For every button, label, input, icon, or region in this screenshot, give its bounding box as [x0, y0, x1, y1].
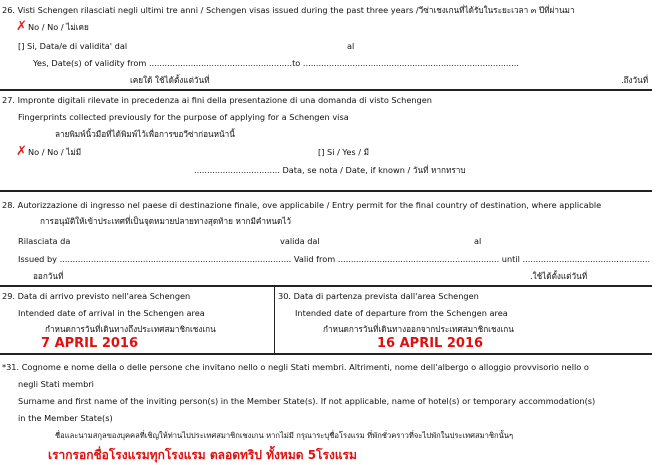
s29-subtitle: Intended date of arrival in the Schengen area	[18, 308, 205, 318]
s28-issued-line: Issued by ......................................................................................... Valid from .............................................................. until .................................................	[18, 254, 651, 264]
divider	[0, 285, 652, 287]
s27-yes-option[interactable]: [] Si / Yes / มี	[318, 147, 370, 157]
s26-yes-option[interactable]: [] Si, Data/e di validita' dal	[18, 41, 128, 51]
cross-mark-icon: ✗	[16, 19, 27, 34]
divider	[0, 353, 652, 355]
cross-mark-icon: ✗	[16, 144, 27, 159]
s28-title: 28. Autorizzazione di ingresso nel paese di destinazione finale, ove applicabile / Entry permit for the final country of destination, where applicable	[2, 200, 602, 210]
s28-thai: การอนุมัติให้เข้าประเทศที่เป็นจุดหมายปลายทางสุดท้าย หากมีคำหนดไว้	[40, 216, 292, 226]
s31-hotel-entry[interactable]: เรากรอกชื่อโรงแรมทุกโรงแรม ตลอดทริป ทั้งหมด 5โรงแรม	[48, 448, 357, 462]
s27-thai: ลายพิมพ์นิ้วมือที่ได้พิมพ์ไว้เพื่อการขอวีซ่าก่อนหน้านี้	[55, 129, 235, 139]
s28-thai-issued: ออกวันที่	[33, 271, 64, 281]
s27-subtitle: Fingerprints collected previously for the purpose of applying for a Schengen visa	[18, 112, 349, 122]
s26-no-option[interactable]: No / No / ไม่เคย	[28, 22, 89, 32]
s31-line3: Surname and first name of the inviting person(s) in the Member State(s). If not applicable, name of hotel(s) or temporary accommodation(s)	[18, 396, 596, 406]
s31-line2: negli Stati membri	[18, 379, 94, 389]
s27-no-option[interactable]: No / No / ไม่มี	[28, 147, 82, 157]
s29-arrival-date[interactable]: 7 APRIL 2016	[41, 336, 138, 351]
s28-al-label: al	[474, 236, 482, 246]
s30-thai: กำหนดการวันที่เดินทางออกจากประเทศสมาชิกเชงเกน	[323, 324, 514, 334]
s26-title: 26. Visti Schengen rilasciati negli ultimi tre anni / Schengen visas issued during the past three years /วีซ่าเชงเกนที่ได้รับในระยะเวลา ๓ ปีที่ผ่านมา	[2, 5, 575, 15]
s27-title: 27. Impronte digitali rilevate in precedenza ai fini della presentazione di una domanda di visto Schengen	[2, 95, 432, 105]
s31-line4: in the Member State(s)	[18, 413, 113, 423]
s28-valida-label: valida dal	[280, 236, 320, 246]
s31-thai: ชื่อและนามสกุลของบุคคลที่เชิญให้ท่านไปประเทศสมาชิกเชงเกน หากไม่มี กรุณาระบุชื่อโรงแรม ที่พักชั่วคราวที่จะไปพักในประเทศสมาชิกนั้นๆ	[55, 431, 514, 440]
s30-subtitle: Intended date of departure from the Schengen area	[295, 308, 508, 318]
divider	[0, 190, 652, 192]
s30-title: 30. Data di partenza prevista dall'area Schengen	[278, 291, 479, 301]
s29-title: 29. Data di arrivo previsto nell'area Schengen	[2, 291, 191, 301]
s26-validity-line: Yes, Date(s) of validity from .......................................................to ...................................................................................	[33, 58, 519, 68]
s28-thai-valid: .ใช้ได้ตั้งแต่วันที่	[530, 271, 588, 281]
s31-line1: *31. Cognome e nome della o delle persone che invitano nello o negli Stati membri. Altrimenti, nome dell'albergo o alloggio provvisorio nello o	[2, 362, 589, 372]
column-divider	[274, 286, 275, 354]
s26-al-label: al	[347, 41, 355, 51]
s29-thai: กำหนดการวันที่เดินทางถึงประเทศสมาชิกเชงเกน	[45, 324, 216, 334]
s26-thai-to: .ถึงวันที่	[621, 75, 649, 85]
s30-departure-date[interactable]: 16 APRIL 2016	[377, 336, 484, 351]
divider	[0, 89, 652, 91]
s26-thai-from: เคยใด้ ใช้ได้ตั้งแต่วันที่	[130, 75, 210, 85]
s28-rilasciata-label: Rilasciata da	[18, 236, 71, 246]
s27-date-line: ................................. Data, se nota / Date, if known / วันที่ หากทราบ	[194, 165, 466, 175]
